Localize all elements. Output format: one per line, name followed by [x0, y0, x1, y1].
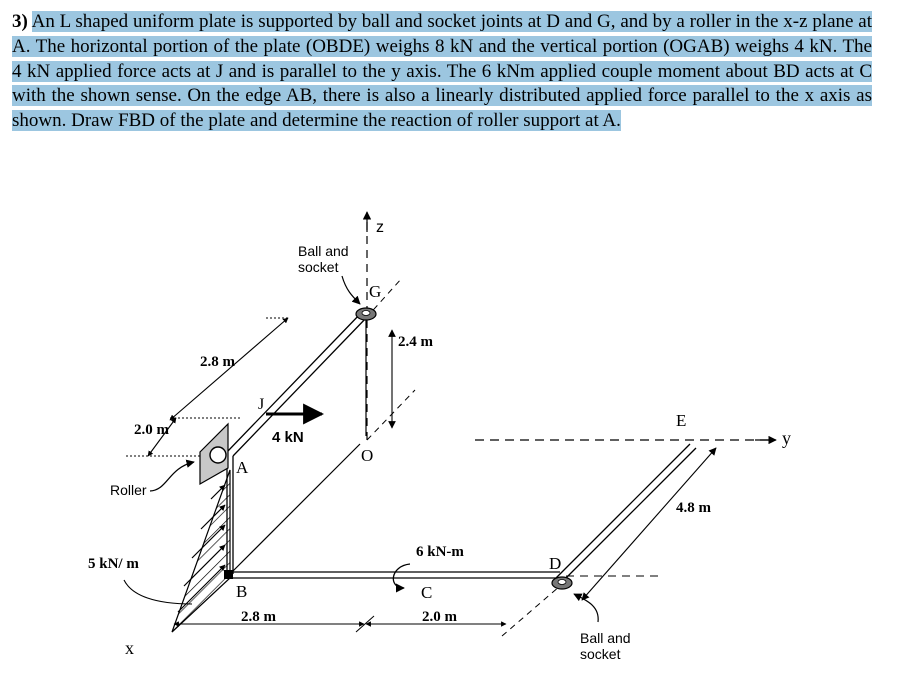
dim-2-8-bottom-label: 2.8 m	[241, 609, 276, 625]
ball-socket-bottom-line1: Ball and	[580, 630, 631, 646]
dist-load-label: 5 kN/ m	[88, 556, 139, 572]
dim-2-8-top-label: 2.8 m	[200, 354, 235, 370]
dim-4-8-label: 4.8 m	[676, 500, 711, 516]
label-g: G	[369, 282, 382, 301]
roller-leader	[150, 462, 194, 491]
ball-socket-d-inner	[558, 580, 566, 585]
point-b-marker	[224, 570, 233, 579]
ball-socket-top-line1: Ball and	[298, 243, 349, 259]
label-a: A	[236, 458, 249, 477]
problem-number: 3)	[12, 11, 28, 32]
label-c: C	[421, 583, 433, 602]
dashed-line-bottom	[502, 586, 560, 636]
distributed-load-region	[172, 470, 230, 632]
label-b: B	[236, 582, 248, 601]
moment-label: 6 kN-m	[416, 544, 464, 560]
ball-socket-g-leader	[342, 276, 360, 304]
edge-de	[556, 444, 690, 578]
force-j-label: 4 kN	[272, 429, 304, 446]
dim-2-0-bottom-label: 2.0 m	[422, 609, 457, 625]
dim-4-8-line	[582, 448, 716, 600]
dim-2-0-left-label: 2.0 m	[134, 422, 169, 438]
dist-load-leader	[124, 580, 192, 604]
ball-socket-g-inner	[362, 311, 370, 316]
edge-ob	[232, 444, 360, 572]
x-axis-label: x	[125, 638, 134, 658]
label-e: E	[676, 411, 687, 430]
problem-text: An L shaped uniform plate is supported by ball and socket joints at D and G, and by a roller in the x-z plane at A. The horizontal portion of the plate (OBDE) weighs 8 kN and the vertical portion (OGAB) weighs 4 kN. The 4 kN applied force acts at J and is parallel to the y axis. The 6 kNm applied couple moment about BD acts at C with the shown sense. On the edge AB, there is also a linearly distributed applied force parallel to the x axis as shown. Draw FBD of the plate and determine the reaction of roller support at A.	[12, 11, 873, 132]
ball-socket-top-line2: socket	[298, 259, 339, 275]
dashed-line-o	[367, 390, 415, 440]
roller-wheel	[210, 447, 226, 463]
label-o: O	[361, 446, 374, 465]
label-d: D	[549, 554, 562, 573]
roller-label: Roller	[110, 482, 147, 498]
y-axis-label: y	[782, 428, 791, 448]
ball-socket-bottom-line2: socket	[580, 646, 621, 662]
label-j: J	[258, 396, 265, 413]
moment-arrow	[393, 564, 410, 588]
ball-socket-d-leader	[574, 594, 598, 622]
z-axis-label: z	[376, 219, 384, 236]
dim-2-4-label: 2.4 m	[398, 334, 433, 350]
